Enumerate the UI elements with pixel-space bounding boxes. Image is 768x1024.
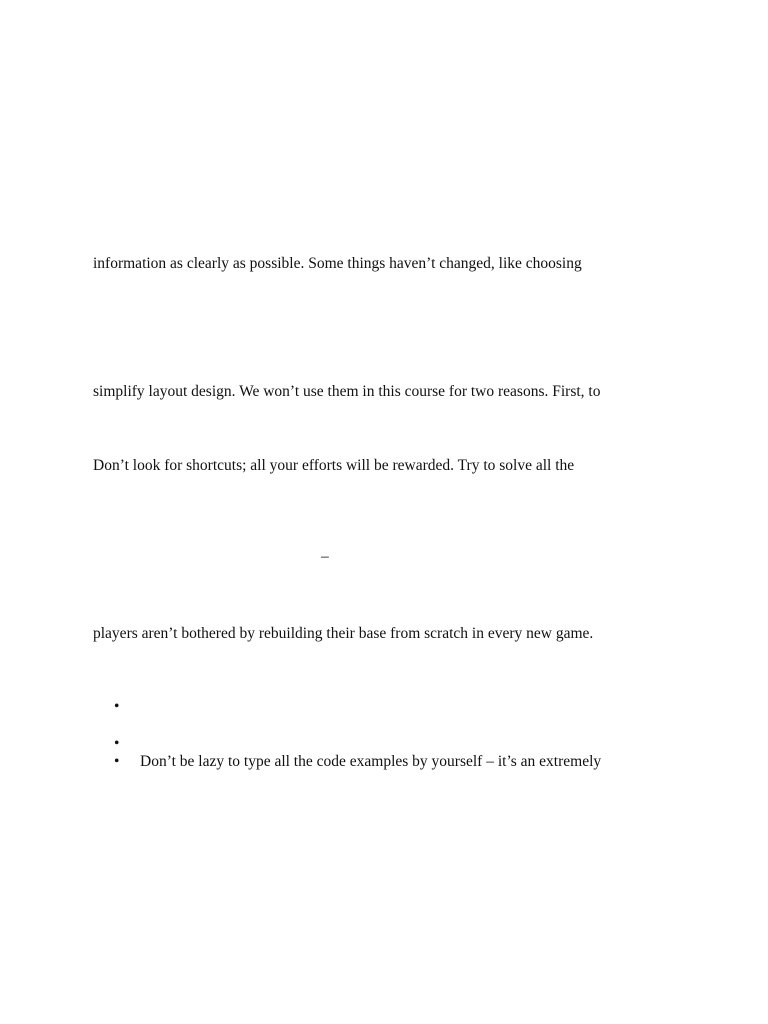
- paragraph-line-4: players aren’t bothered by rebuilding their base from scratch in every new game.: [93, 625, 594, 642]
- bullet-marker-1: •: [114, 698, 120, 715]
- bullet-item-3: Don’t be lazy to type all the code examples by yourself – it’s an extremely: [140, 753, 602, 770]
- paragraph-line-3: Don’t look for shortcuts; all your efforts will be rewarded. Try to solve all the: [93, 457, 575, 474]
- bullet-marker-2: •: [114, 735, 120, 752]
- paragraph-line-1: information as clearly as possible. Some things haven’t changed, like choosing: [93, 255, 582, 272]
- paragraph-line-2: simplify layout design. We won’t use them in this course for two reasons. First, to: [93, 383, 601, 400]
- bullet-marker-3: •: [114, 753, 120, 770]
- dash-mark: –: [321, 548, 329, 565]
